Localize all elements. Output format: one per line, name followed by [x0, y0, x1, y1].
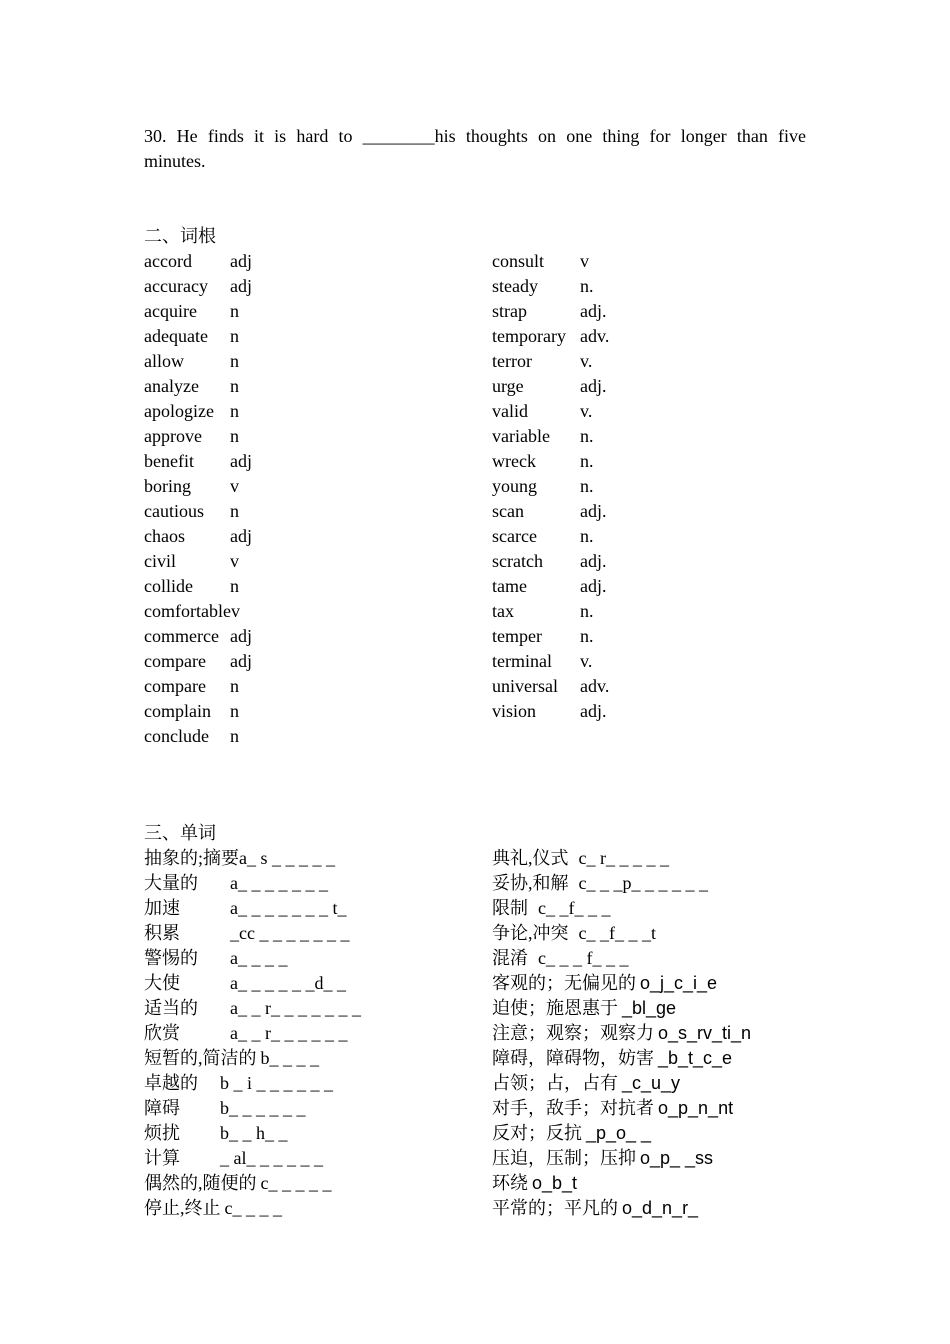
word-root: terror [492, 351, 532, 371]
vocab-row [144, 996, 361, 1021]
word-root-row [144, 349, 252, 374]
part-of-speech: n [230, 576, 239, 596]
word-blank-hint: b_ _ _ _ [260, 1048, 319, 1068]
vocab-row [492, 971, 751, 996]
word-root-row [144, 574, 252, 599]
chinese-meaning: 占领；占，占有 [492, 1073, 618, 1093]
word-blank-hint: o_p_ _ss [640, 1148, 714, 1168]
vocab-row [492, 871, 751, 896]
word-root: temporary [492, 326, 566, 346]
chinese-meaning: 积累 [144, 923, 180, 943]
part-of-speech: v [230, 551, 239, 571]
word-blank-hint: _cc _ _ _ _ _ _ _ [230, 923, 350, 943]
word-blank-hint: a_ _ _ _ _ _ _ t_ [230, 898, 347, 918]
chinese-meaning: 平常的；平凡的 [492, 1198, 618, 1218]
part-of-speech: v [230, 476, 239, 496]
part-of-speech: v [230, 601, 240, 621]
question-30-line-1: 30. He finds it is hard to ________his thoughts on one thing for longer than five [144, 126, 806, 146]
chinese-meaning: 警惕的 [144, 948, 198, 968]
word-blank-hint: a_ _ _ _ _ _ _ [230, 873, 328, 893]
word-root: cautious [144, 501, 204, 521]
vocabulary-right-column [492, 846, 751, 1221]
part-of-speech: n [230, 351, 239, 371]
vocab-row [492, 1096, 751, 1121]
vocab-row [144, 1096, 361, 1121]
word-root-row [492, 549, 609, 574]
chinese-meaning: 大量的 [144, 873, 198, 893]
word-blank-hint: _ al_ _ _ _ _ _ [220, 1148, 323, 1168]
word-root: boring [144, 476, 191, 496]
word-root-row [144, 624, 252, 649]
word-root: benefit [144, 451, 194, 471]
word-blank-hint: o_p_n_nt [658, 1098, 734, 1118]
word-blank-hint: o_j_c_i_e [640, 973, 718, 993]
word-blank-hint: b_ _ _ _ _ _ [220, 1098, 306, 1118]
section-3-title: 三、单词 [144, 823, 216, 843]
word-blank-hint: a_ _ _ _ [230, 948, 288, 968]
word-root-row [492, 649, 609, 674]
chinese-meaning: 限制 [492, 898, 528, 918]
vocab-row [492, 1071, 751, 1096]
vocab-row [144, 846, 361, 871]
chinese-meaning: 注意；观察；观察力 [492, 1023, 654, 1043]
chinese-meaning: 短暂的,简洁的 [144, 1048, 257, 1068]
word-root-row [492, 699, 609, 724]
word-root: terminal [492, 651, 552, 671]
word-root-row [492, 599, 609, 624]
part-of-speech: adv. [580, 676, 610, 696]
chinese-meaning: 障碍 [144, 1098, 180, 1118]
vocab-row [144, 1121, 361, 1146]
vocabulary-left-column [144, 846, 361, 1221]
part-of-speech: adv. [580, 326, 610, 346]
word-root: accord [144, 251, 192, 271]
word-root: approve [144, 426, 202, 446]
chinese-meaning: 障碍，障碍物，妨害 [492, 1048, 654, 1068]
part-of-speech: v. [580, 351, 593, 371]
part-of-speech: n [230, 376, 239, 396]
part-of-speech: n. [580, 476, 594, 496]
part-of-speech: n. [580, 601, 594, 621]
vocab-row [492, 1196, 751, 1221]
part-of-speech: n. [580, 426, 594, 446]
word-blank-hint: c_ _ _p_ _ _ _ _ _ [578, 873, 708, 893]
word-root: analyze [144, 376, 199, 396]
chinese-meaning: 卓越的 [144, 1073, 198, 1093]
part-of-speech: adj. [580, 376, 607, 396]
vocab-row [144, 871, 361, 896]
word-root-row [144, 424, 252, 449]
word-root-row [144, 324, 252, 349]
word-root: consult [492, 251, 544, 271]
word-root-row [144, 674, 252, 699]
vocab-row [144, 946, 361, 971]
part-of-speech: adj [230, 276, 252, 296]
word-root-row [492, 674, 609, 699]
part-of-speech: adj [230, 251, 252, 271]
chinese-meaning: 客观的；无偏见的 [492, 973, 636, 993]
chinese-meaning: 偶然的,随便的 [144, 1173, 257, 1193]
word-root-row [492, 324, 609, 349]
word-root-row [144, 449, 252, 474]
vocab-row [144, 1021, 361, 1046]
part-of-speech: n. [580, 276, 594, 296]
word-root: compare [144, 676, 206, 696]
word-roots-right-column [492, 249, 609, 724]
word-root: conclude [144, 726, 209, 746]
word-root-row [144, 374, 252, 399]
word-root: universal [492, 676, 558, 696]
chinese-meaning: 适当的 [144, 998, 198, 1018]
vocab-row [492, 1121, 751, 1146]
word-blank-hint: a_ _ r_ _ _ _ _ _ [230, 1023, 348, 1043]
part-of-speech: adj [230, 451, 252, 471]
word-root: tame [492, 576, 527, 596]
word-root: young [492, 476, 537, 496]
word-blank-hint: _p_o_ _ [586, 1123, 652, 1143]
word-root-row [492, 274, 609, 299]
chinese-meaning: 妥协,和解 [492, 873, 569, 893]
chinese-meaning: 典礼,仪式 [492, 848, 569, 868]
part-of-speech: adj [230, 626, 252, 646]
part-of-speech: n [230, 401, 239, 421]
vocab-row [144, 1071, 361, 1096]
word-root: tax [492, 601, 514, 621]
vocab-row [144, 1171, 361, 1196]
vocab-row [492, 946, 751, 971]
word-root: accuracy [144, 276, 208, 296]
part-of-speech: n [230, 426, 239, 446]
vocab-row [144, 921, 361, 946]
part-of-speech: n [230, 301, 239, 321]
word-root-row [144, 524, 252, 549]
word-root-row [492, 474, 609, 499]
word-root: acquire [144, 301, 197, 321]
vocab-row [492, 1021, 751, 1046]
word-root: variable [492, 426, 550, 446]
word-blank-hint: b _ i _ _ _ _ _ _ [220, 1073, 334, 1093]
word-roots-left-column [144, 249, 252, 749]
vocab-row [492, 996, 751, 1021]
vocab-row [492, 921, 751, 946]
chinese-meaning: 混淆 [492, 948, 528, 968]
word-root-row [492, 524, 609, 549]
word-root: valid [492, 401, 528, 421]
word-root-row [492, 499, 609, 524]
part-of-speech: n. [580, 526, 594, 546]
part-of-speech: v [580, 251, 589, 271]
question-30-line-2: minutes. [144, 151, 206, 171]
part-of-speech: adj. [580, 301, 607, 321]
word-root: civil [144, 551, 176, 571]
part-of-speech: v. [580, 651, 593, 671]
vocab-row [492, 896, 751, 921]
word-blank-hint: o_d_n_r_ [622, 1198, 699, 1218]
part-of-speech: n. [580, 626, 594, 646]
word-blank-hint: c_ _ _ _ _ [260, 1173, 332, 1193]
word-root-row [492, 349, 609, 374]
word-root-row [492, 624, 609, 649]
part-of-speech: n [230, 501, 239, 521]
word-root-row [492, 374, 609, 399]
word-root: temper [492, 626, 542, 646]
vocab-row [492, 1171, 751, 1196]
word-blank-hint: o_b_t [532, 1173, 578, 1193]
word-blank-hint: _b_t_c_e [658, 1048, 733, 1068]
chinese-meaning: 争论,冲突 [492, 923, 569, 943]
word-blank-hint: c_ r_ _ _ _ _ [578, 848, 669, 868]
word-blank-hint: o_s_rv_ti_n [658, 1023, 752, 1043]
word-root-row [144, 249, 252, 274]
word-root-row [144, 299, 252, 324]
word-blank-hint: _c_u_y [622, 1073, 681, 1093]
part-of-speech: adj [230, 651, 252, 671]
vocab-row [144, 1196, 361, 1221]
word-root-row [144, 724, 252, 749]
word-root-row [492, 424, 609, 449]
word-root-row [144, 599, 252, 624]
word-root: scan [492, 501, 524, 521]
word-root: complain [144, 701, 211, 721]
word-blank-hint: a_ s _ _ _ _ _ [239, 848, 336, 868]
word-root: adequate [144, 326, 208, 346]
chinese-meaning: 烦扰 [144, 1123, 180, 1143]
part-of-speech: adj. [580, 576, 607, 596]
word-blank-hint: _bl_ge [622, 998, 677, 1018]
word-root-row [144, 399, 252, 424]
part-of-speech: n. [580, 451, 594, 471]
chinese-meaning: 加速 [144, 898, 180, 918]
word-root-row [492, 574, 609, 599]
word-root: scarce [492, 526, 537, 546]
word-root-row [144, 649, 252, 674]
word-root-row [144, 499, 252, 524]
word-root-row [144, 549, 252, 574]
part-of-speech: n [230, 726, 239, 746]
chinese-meaning: 对手，敌手；对抗者 [492, 1098, 654, 1118]
vocab-row [492, 846, 751, 871]
part-of-speech: adj. [580, 551, 607, 571]
word-blank-hint: b_ _ h_ _ [220, 1123, 288, 1143]
chinese-meaning: 迫使；施恩惠于 [492, 998, 618, 1018]
word-root-row [492, 249, 609, 274]
vocab-row [144, 1146, 361, 1171]
word-root: chaos [144, 526, 185, 546]
chinese-meaning: 大使 [144, 973, 180, 993]
word-blank-hint: a_ _ r_ _ _ _ _ _ _ [230, 998, 361, 1018]
section-2-title: 二、词根 [144, 226, 216, 246]
part-of-speech: n [230, 701, 239, 721]
part-of-speech: adj. [580, 701, 607, 721]
question-30 [144, 124, 806, 174]
word-root-row [144, 699, 252, 724]
word-root: vision [492, 701, 537, 721]
word-root: steady [492, 276, 538, 296]
part-of-speech: v. [580, 401, 593, 421]
vocab-row [144, 1046, 361, 1071]
chinese-meaning: 停止,终止 [144, 1198, 221, 1218]
word-root: allow [144, 351, 184, 371]
part-of-speech: adj [230, 526, 252, 546]
word-root-row [144, 474, 252, 499]
word-root: collide [144, 576, 193, 596]
word-root-row [492, 399, 609, 424]
vocab-row [492, 1046, 751, 1071]
vocab-row [492, 1146, 751, 1171]
chinese-meaning: 环绕 [492, 1173, 528, 1193]
vocab-row [144, 971, 361, 996]
vocab-row [144, 896, 361, 921]
word-blank-hint: c_ _f_ _ _t [578, 923, 656, 943]
word-root: strap [492, 301, 527, 321]
word-root-row [144, 274, 252, 299]
chinese-meaning: 抽象的;摘要 [144, 848, 240, 868]
chinese-meaning: 反对；反抗 [492, 1123, 582, 1143]
word-blank-hint: c_ _ _ f_ _ _ [538, 948, 629, 968]
chinese-meaning: 计算 [144, 1148, 180, 1168]
word-root: urge [492, 376, 524, 396]
word-blank-hint: c_ _ _ _ [224, 1198, 282, 1218]
word-root-row [492, 449, 609, 474]
word-root: commerce [144, 626, 219, 646]
chinese-meaning: 压迫，压制；压抑 [492, 1148, 636, 1168]
chinese-meaning: 欣赏 [144, 1023, 180, 1043]
word-root: wreck [492, 451, 536, 471]
word-root: apologize [144, 401, 214, 421]
word-root-row [492, 299, 609, 324]
part-of-speech: n [230, 676, 239, 696]
part-of-speech: n [230, 326, 239, 346]
word-root: scratch [492, 551, 543, 571]
word-blank-hint: c_ _f_ _ _ [538, 898, 611, 918]
word-root: compare [144, 651, 206, 671]
word-root: comfortable [144, 601, 231, 621]
part-of-speech: adj. [580, 501, 607, 521]
word-blank-hint: a_ _ _ _ _ _d_ _ [230, 973, 346, 993]
